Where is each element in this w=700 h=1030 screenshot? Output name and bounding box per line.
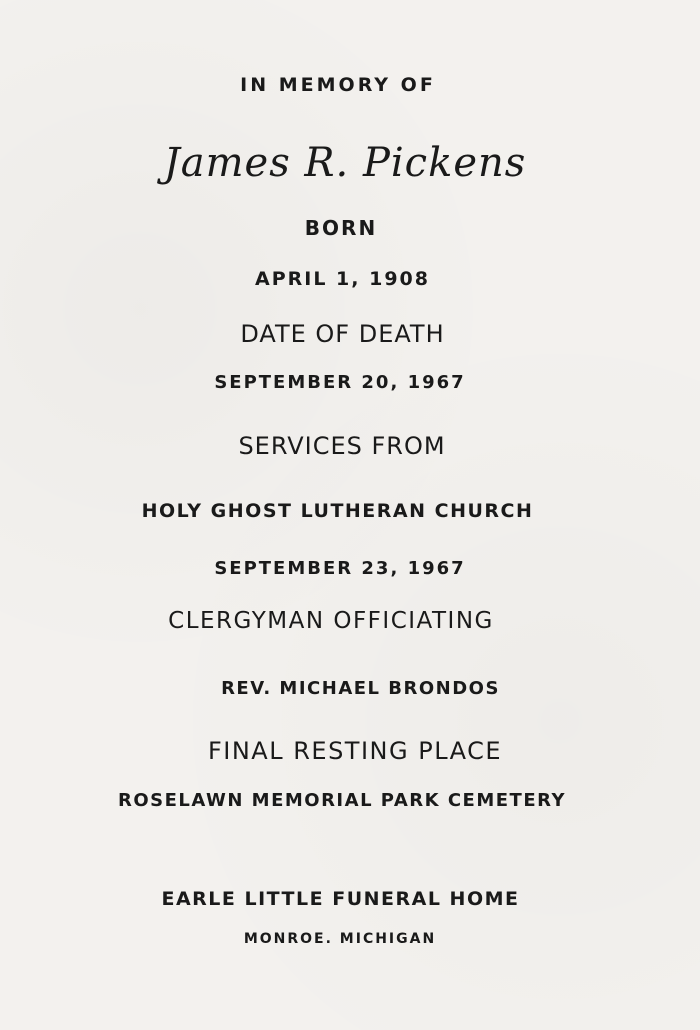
deceased-name: James R. Pickens [163, 140, 527, 186]
born-label: BORN [304, 216, 378, 240]
church-name: HOLY GHOST LUTHERAN CHURCH [141, 500, 534, 522]
services-label: SERVICES FROM [238, 432, 446, 460]
clergy-label: CLERGYMAN OFFICIATING [168, 608, 494, 634]
death-date: SEPTEMBER 20, 1967 [214, 372, 466, 393]
clergy-name: REV. MICHAEL BRONDOS [221, 678, 500, 699]
service-date: SEPTEMBER 23, 1967 [214, 558, 466, 579]
cemetery-name: ROSELAWN MEMORIAL PARK CEMETERY [117, 790, 567, 811]
resting-label: FINAL RESTING PLACE [207, 737, 503, 765]
born-date: APRIL 1, 1908 [255, 268, 430, 290]
funeral-home-location: MONROE. MICHIGAN [243, 931, 437, 947]
funeral-home: EARLE LITTLE FUNERAL HOME [161, 888, 520, 910]
heading: IN MEMORY OF [240, 74, 436, 96]
death-label: DATE OF DEATH [240, 320, 445, 348]
